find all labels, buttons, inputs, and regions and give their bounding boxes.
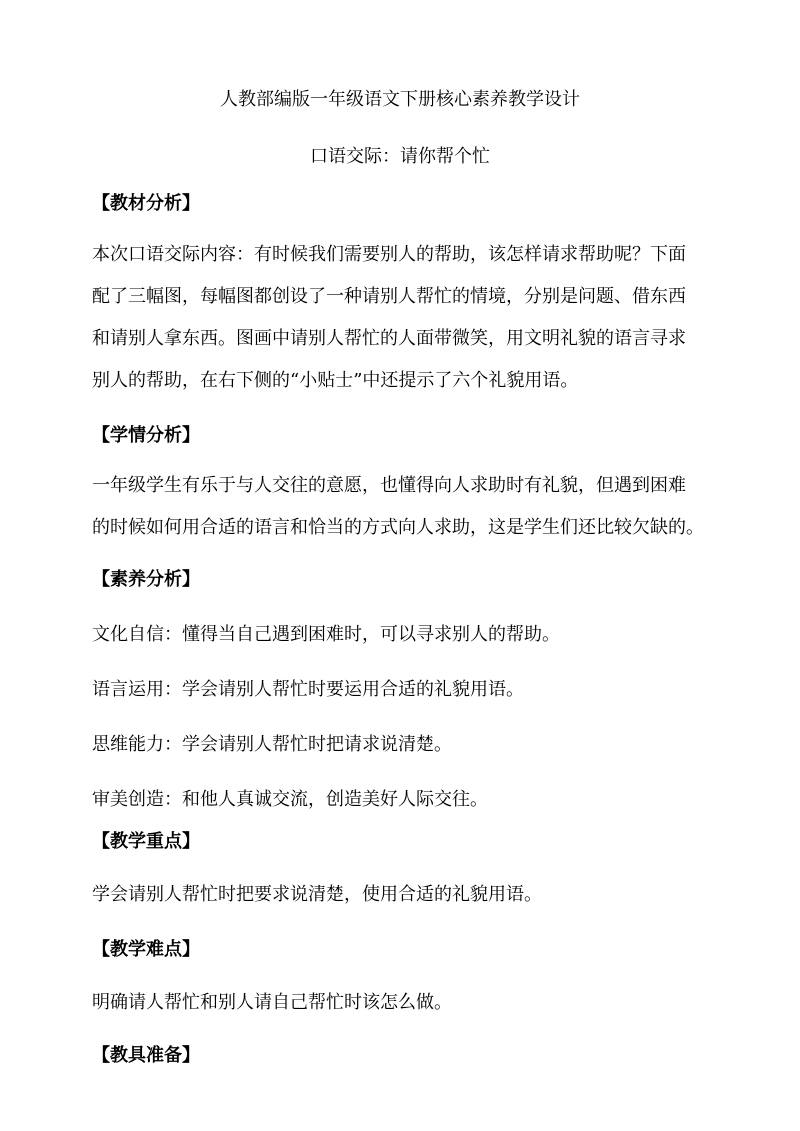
student-analysis-paragraph [92, 465, 724, 549]
section-heading-textbook-analysis: 【教材分析】 [92, 193, 200, 214]
section-heading-literacy-analysis: 【素养分析】 [92, 569, 200, 590]
paragraph-line: 配了三幅图，每幅图都创设了一种请别人帮忙的情境，分别是问题、借东西 [92, 286, 686, 307]
paragraph-line: 一年级学生有乐于与人交往的意愿，也懂得向人求助时有礼貌，但遇到困难 [92, 475, 686, 496]
difficulties-text: 明确请人帮忙和别人请自己帮忙时该怎么做。 [92, 992, 452, 1013]
document-title: 人教部编版一年级语文下册核心素养教学设计 [220, 89, 580, 110]
literacy-item-aesthetic-creation: 审美创造：和他人真诚交流，创造美好人际交往。 [92, 789, 488, 810]
section-heading-materials: 【教具准备】 [92, 1045, 200, 1066]
paragraph-line: 和请别人拿东西。图画中请别人帮忙的人面带微笑，用文明礼貌的语言寻求 [92, 328, 686, 349]
document-subtitle: 口语交际：请你帮个忙 [310, 146, 490, 167]
literacy-item-language-use: 语言运用：学会请别人帮忙时要运用合适的礼貌用语。 [92, 679, 524, 700]
paragraph-line: 的时候如何用合适的语言和恰当的方式向人求助，这是学生们还比较欠缺的。 [92, 517, 704, 538]
literacy-item-thinking-ability: 思维能力：学会请别人帮忙时把请求说清楚。 [92, 734, 452, 755]
paragraph-line: 别人的帮助，在右下侧的“小贴士”中还提示了六个礼貌用语。 [92, 370, 579, 391]
textbook-analysis-paragraph [92, 234, 724, 402]
section-heading-key-points: 【教学重点】 [92, 831, 200, 852]
literacy-item-cultural-confidence: 文化自信：懂得当自己遇到困难时，可以寻求别人的帮助。 [92, 624, 560, 645]
paragraph-line: 本次口语交际内容：有时候我们需要别人的帮助，该怎样请求帮助呢？下面 [92, 244, 686, 265]
section-heading-student-analysis: 【学情分析】 [92, 425, 200, 446]
key-points-text: 学会请别人帮忙时把要求说清楚，使用合适的礼貌用语。 [92, 884, 542, 905]
section-heading-difficulties: 【教学难点】 [92, 939, 200, 960]
